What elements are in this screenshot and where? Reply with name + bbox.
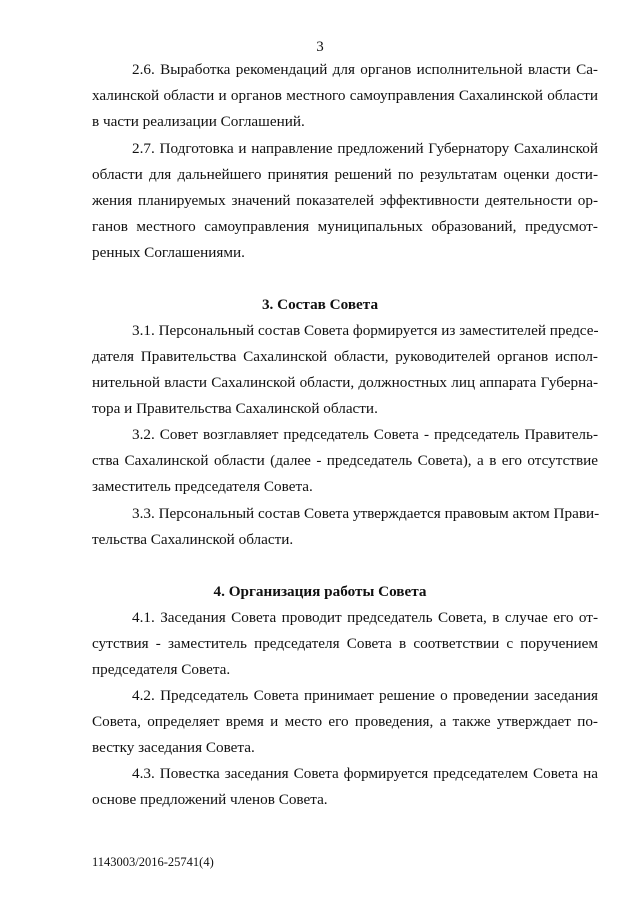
page-number: 3 [316,39,324,55]
document-code: 1143003/2016-25741(4) [92,855,214,869]
paragraph-3-1-line: дателя Правительства Сахалинской области, руководителей органов испол- [92,348,598,365]
paragraph-4-1-line: председателя Совета. [92,661,231,678]
paragraph-2-6-line: 2.6. Выработка рекомендаций для органов исполнительной власти Са- [132,61,598,78]
paragraph-4-2-line: 4.2. Председатель Совета принимает решение о проведении заседания [132,687,598,704]
paragraph-4-2-line: вестку заседания Совета. [92,739,255,756]
paragraph-4-3-line: 4.3. Повестка заседания Совета формируется председателем Совета на [132,765,598,782]
paragraph-3-2-line: заместитель председателя Совета. [92,478,313,495]
paragraph-2-7-line: ренных Соглашениями. [92,244,245,261]
paragraph-3-1-line: 3.1. Персональный состав Совета формируется из заместителей предсе- [132,322,599,339]
paragraph-4-3-line: основе предложений членов Совета. [92,791,328,808]
section-4-heading: 4. Организация работы Совета [213,583,427,600]
paragraph-3-2-line: ства Сахалинской области (далее - председатель Совета), а в его отсутствие [92,452,598,469]
section-3-heading: 3. Состав Совета [261,296,379,313]
paragraph-4-1-line: сутствия - заместитель председателя Совета в соответствии с поручением [92,635,598,652]
paragraph-3-1-line: тора и Правительства Сахалинской области. [92,400,378,417]
paragraph-4-1-line: 4.1. Заседания Совета проводит председатель Совета, в случае его от- [132,609,598,626]
paragraph-3-1-line: нительной власти Сахалинской области, должностных лиц аппарата Губерна- [92,374,598,391]
paragraph-4-2-line: Совета, определяет время и место его проведения, а также утверждает по- [92,713,598,730]
paragraph-3-3-line: 3.3. Персональный состав Совета утверждается правовым актом Прави- [132,505,600,522]
paragraph-3-2-line: 3.2. Совет возглавляет председатель Совета - председатель Правитель- [132,426,598,443]
paragraph-2-6-line: в части реализации Соглашений. [92,113,305,130]
paragraph-2-7-line: области для дальнейшего принятия решений по результатам оценки дости- [92,166,598,183]
paragraph-2-7-line: ганов местного самоуправления муниципальных образований, предусмот- [92,218,598,235]
paragraph-2-7-line: жения планируемых значений показателей эффективности деятельности ор- [92,192,598,209]
paragraph-2-6-line: халинской области и органов местного самоуправления Сахалинской области [92,87,598,104]
paragraph-2-7-line: 2.7. Подготовка и направление предложений Губернатору Сахалинской [132,140,598,157]
paragraph-3-3-line: тельства Сахалинской области. [92,531,294,548]
